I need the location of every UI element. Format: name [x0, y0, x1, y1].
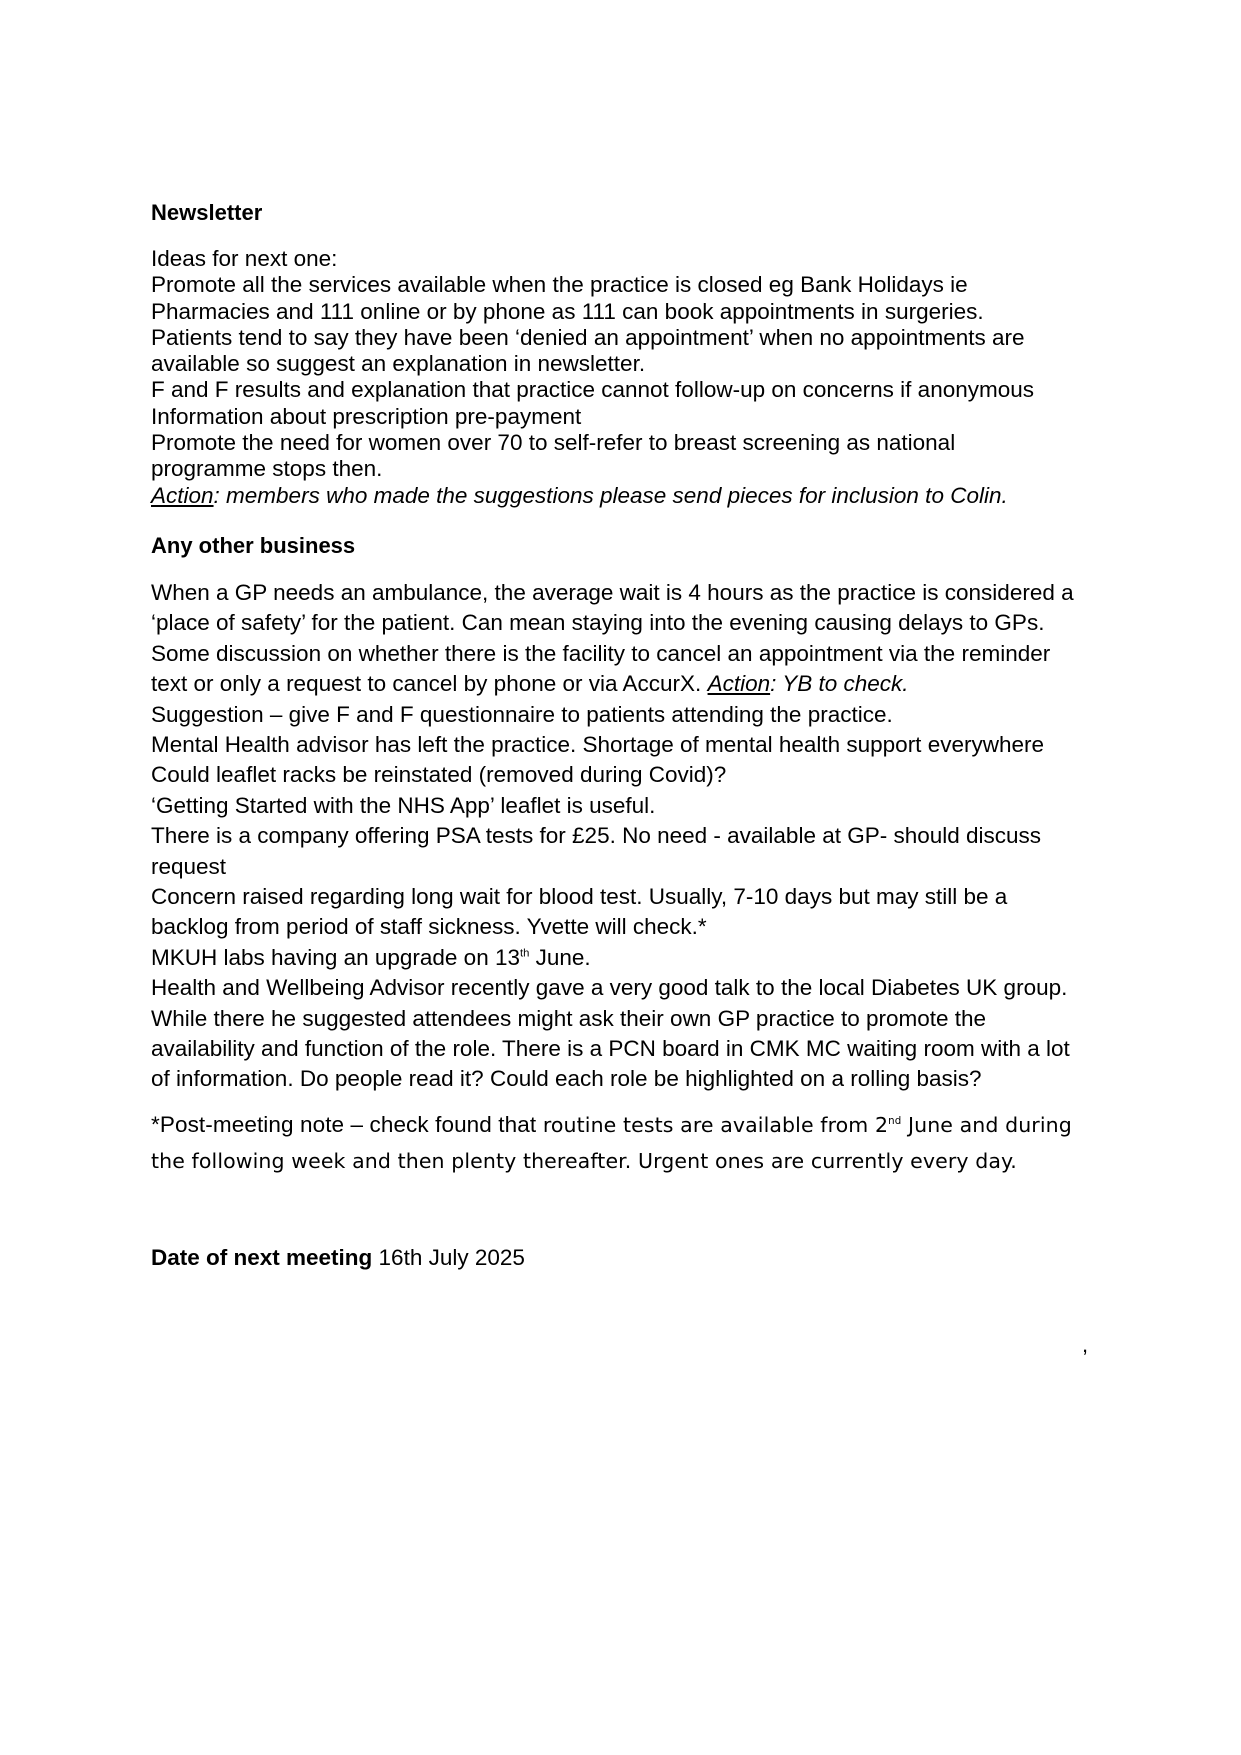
action-text: : YB to check.: [770, 671, 909, 697]
document-page: [151, 198, 1111, 1273]
next-meeting-label: Date of next meeting: [151, 1244, 373, 1270]
aob-line: Health and Wellbeing Advisor recently gave a very good talk to the local Diabetes UK group.: [151, 975, 1068, 1001]
action-label: Action: [151, 482, 214, 508]
next-meeting: [151, 1243, 1111, 1273]
aob-line: [151, 943, 1111, 973]
newsletter-action-line: [151, 483, 1111, 509]
stray-mark: ,: [1082, 1332, 1089, 1357]
newsletter-line: Promote the need for women over 70 to self-refer to breast screening as national: [151, 430, 956, 456]
action-label: Action: [707, 671, 771, 697]
post-note-line: [151, 1107, 1111, 1143]
next-meeting-date: 16th July 2025: [372, 1244, 525, 1270]
aob-line-text: text or only a request to cancel by phone or via AccurX.: [151, 671, 708, 697]
aob-line: of information. Do people read it? Could each role be highlighted on a rolling basis?: [151, 1066, 982, 1092]
aob-heading: Any other business: [151, 532, 356, 558]
aob-line-text: MKUH labs having an upgrade on 13: [151, 944, 520, 970]
post-meeting-note: [151, 1107, 1111, 1179]
newsletter-line: Information about prescription pre-payment: [151, 403, 582, 429]
newsletter-line: Patients tend to say they have been ‘denied an appointment’ when no appointments are: [151, 324, 1025, 350]
aob-line: Mental Health advisor has left the practice. Shortage of mental health support everywhere: [151, 732, 1044, 757]
ordinal-suffix: nd: [888, 1115, 902, 1128]
newsletter-line: programme stops then.: [151, 456, 383, 482]
newsletter-line: available so suggest an explanation in newsletter.: [151, 351, 646, 377]
aob-line: backlog from period of staff sickness. Yvette will check.*: [151, 914, 707, 940]
aob-line: Could leaflet racks be reinstated (removed during Covid)?: [151, 762, 727, 788]
newsletter-heading: Newsletter: [151, 200, 263, 225]
aob-line: There is a company offering PSA tests for £25. No need - available at GP- should discuss: [151, 823, 1042, 849]
aob-line: When a GP needs an ambulance, the average wait is 4 hours as the practice is considered a: [151, 579, 1074, 605]
aob-line: While there he suggested attendees might ask their own GP practice to promote the: [151, 1005, 987, 1031]
post-note-text: June and during: [901, 1112, 1072, 1137]
aob-line-text: June.: [529, 944, 591, 970]
aob-line: Concern raised regarding long wait for blood test. Usually, 7-10 days but may still be a: [151, 884, 1008, 910]
newsletter-line: Promote all the services available when the practice is closed eg Bank Holidays ie: [151, 272, 968, 298]
aob-line: ‘place of safety’ for the patient. Can mean staying into the evening causing delays to GPs.: [151, 610, 1045, 636]
post-note-line: the following week and then plenty thereafter. Urgent ones are currently every day.: [151, 1148, 1017, 1173]
aob-body: [151, 578, 1111, 1095]
newsletter-line: Ideas for next one:: [151, 246, 338, 271]
aob-line: ‘Getting Started with the NHS App’ leaflet is useful.: [151, 792, 656, 818]
aob-line: [151, 669, 1111, 699]
post-note-text: routine tests are available from 2: [536, 1112, 889, 1137]
newsletter-body: [151, 246, 1111, 509]
aob-line: request: [151, 853, 227, 879]
aob-line: Suggestion – give F and F questionnaire to patients attending the practice.: [151, 701, 893, 727]
newsletter-line: F and F results and explanation that practice cannot follow-up on concerns if anonymous: [151, 377, 1035, 403]
post-note-lead: *Post-meeting note – check found that: [151, 1111, 537, 1137]
action-text: : members who made the suggestions please send pieces for inclusion to Colin.: [213, 482, 1008, 508]
aob-line: availability and function of the role. There is a PCN board in CMK MC waiting room with a lot: [151, 1036, 1070, 1062]
aob-line: Some discussion on whether there is the facility to cancel an appointment via the reminder: [151, 640, 1051, 666]
ordinal-suffix: th: [520, 947, 530, 960]
newsletter-line: Pharmacies and 111 online or by phone as 111 can book appointments in surgeries.: [151, 298, 984, 324]
